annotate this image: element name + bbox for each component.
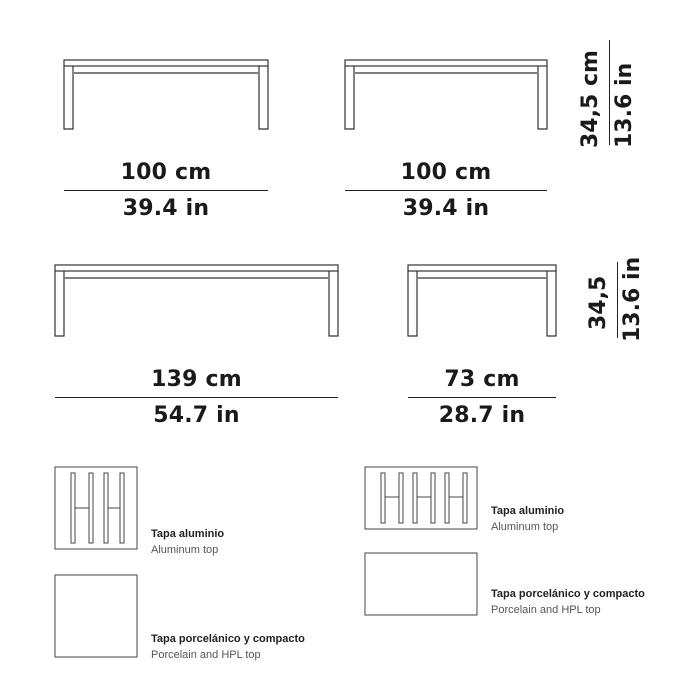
dimension-height-in: 13.6 in bbox=[620, 256, 645, 342]
dimension-rule bbox=[55, 397, 338, 398]
caption-porcelain-top bbox=[151, 631, 305, 663]
table-73-elevation bbox=[408, 265, 556, 336]
caption-porcelain-top bbox=[491, 586, 645, 618]
caption-label-es: Tapa porcelánico y compacto bbox=[491, 588, 645, 600]
dimension-rule-vertical bbox=[617, 262, 618, 338]
dimension-width-cm: 100 cm bbox=[400, 160, 492, 185]
dimension-width-in: 54.7 in bbox=[153, 403, 240, 428]
caption-aluminum-top bbox=[151, 526, 224, 558]
dimension-rule-vertical bbox=[609, 40, 610, 145]
caption-label-en: Porcelain and HPL top bbox=[151, 649, 261, 661]
aluminum-top-rect-plan bbox=[365, 467, 477, 529]
dimension-rule bbox=[408, 397, 556, 398]
caption-label-es: Tapa aluminio bbox=[151, 528, 225, 540]
caption-label-en: Aluminum top bbox=[151, 544, 219, 556]
aluminum-top-square-plan bbox=[55, 467, 137, 549]
caption-label-en: Porcelain and HPL top bbox=[491, 604, 601, 616]
dimension-width-in: 28.7 in bbox=[438, 403, 526, 428]
porcelain-top-rect-plan bbox=[365, 553, 477, 615]
dimension-height-cm: 34,5 bbox=[586, 275, 611, 330]
dimension-rule bbox=[64, 190, 268, 191]
caption-aluminum-top bbox=[491, 503, 564, 535]
dimension-width-cm: 100 cm bbox=[120, 160, 212, 185]
caption-label-es: Tapa aluminio bbox=[491, 505, 565, 517]
caption-label-en: Aluminum top bbox=[491, 521, 559, 533]
dimension-height-in: 13.6 in bbox=[612, 62, 637, 148]
caption-label-es: Tapa porcelánico y compacto bbox=[151, 633, 305, 645]
dimension-width-cm: 139 cm bbox=[151, 367, 242, 392]
dimension-width-cm: 73 cm bbox=[444, 367, 520, 392]
dimension-width-in: 39.4 in bbox=[402, 196, 490, 221]
porcelain-top-square-plan bbox=[55, 575, 137, 657]
dimension-width-in: 39.4 in bbox=[122, 196, 210, 221]
table-139-elevation bbox=[55, 265, 338, 336]
dimension-height-cm: 34,5 cm bbox=[578, 50, 603, 148]
dimension-rule bbox=[345, 190, 547, 191]
table-100-left-elevation bbox=[64, 60, 268, 129]
table-100-right-elevation bbox=[345, 60, 547, 129]
